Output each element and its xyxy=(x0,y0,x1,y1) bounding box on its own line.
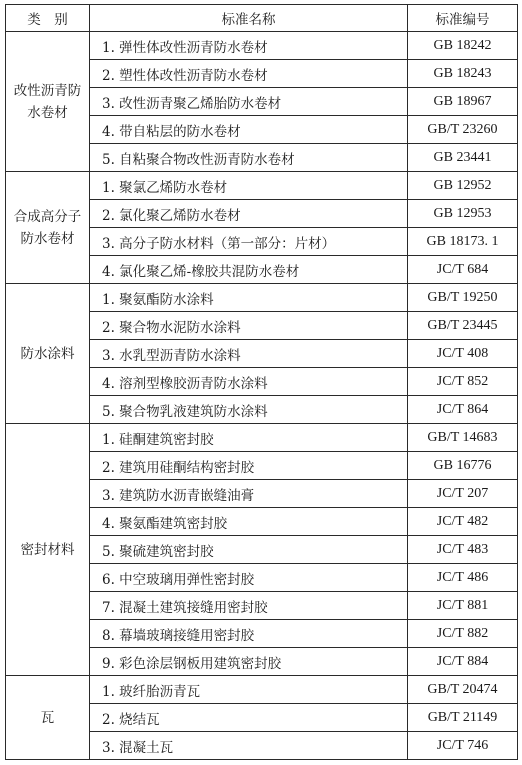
standard-code-cell: GB 23441 xyxy=(408,144,518,172)
standard-code-cell: JC/T 884 xyxy=(408,648,518,676)
standard-name-cell: 5. 聚合物乳液建筑防水涂料 xyxy=(90,396,408,424)
standard-code-cell: JC/T 684 xyxy=(408,256,518,284)
standard-name-cell: 5. 自粘聚合物改性沥青防水卷材 xyxy=(90,144,408,172)
table-row xyxy=(6,172,518,200)
standard-name-cell: 2. 烧结瓦 xyxy=(90,704,408,732)
table-row xyxy=(6,424,518,452)
table-row xyxy=(6,676,518,704)
table-body xyxy=(6,32,518,760)
standard-name-cell: 4. 聚氨酯建筑密封胶 xyxy=(90,508,408,536)
category-cell: 合成高分子防水卷材 xyxy=(6,172,90,284)
standard-name-cell: 2. 建筑用硅酮结构密封胶 xyxy=(90,452,408,480)
standard-name-cell: 1. 弹性体改性沥青防水卷材 xyxy=(90,32,408,60)
standard-name-cell: 4. 溶剂型橡胶沥青防水涂料 xyxy=(90,368,408,396)
standard-name-cell: 4. 氯化聚乙烯-橡胶共混防水卷材 xyxy=(90,256,408,284)
standard-name-cell: 6. 中空玻璃用弹性密封胶 xyxy=(90,564,408,592)
standard-code-cell: JC/T 207 xyxy=(408,480,518,508)
standard-name-cell: 9. 彩色涂层钢板用建筑密封胶 xyxy=(90,648,408,676)
standard-name-cell: 3. 高分子防水材料（第一部分：片材） xyxy=(90,228,408,256)
standard-code-cell: GB 18242 xyxy=(408,32,518,60)
standard-name-cell: 3. 建筑防水沥青嵌缝油膏 xyxy=(90,480,408,508)
standard-code-cell: JC/T 881 xyxy=(408,592,518,620)
standard-code-cell: JC/T 482 xyxy=(408,508,518,536)
standard-name-cell: 5. 聚硫建筑密封胶 xyxy=(90,536,408,564)
standard-code-cell: GB/T 19250 xyxy=(408,284,518,312)
header-name: 标准名称 xyxy=(90,5,408,32)
standards-table xyxy=(5,4,518,760)
standard-code-cell: GB 12952 xyxy=(408,172,518,200)
standard-code-cell: GB 12953 xyxy=(408,200,518,228)
header-code: 标准编号 xyxy=(408,5,518,32)
standard-code-cell: JC/T 852 xyxy=(408,368,518,396)
standard-code-cell: GB 18173. 1 xyxy=(408,228,518,256)
standard-name-cell: 1. 硅酮建筑密封胶 xyxy=(90,424,408,452)
header-category: 类 别 xyxy=(6,5,90,32)
standard-code-cell: GB/T 23445 xyxy=(408,312,518,340)
standard-code-cell: GB 18243 xyxy=(408,60,518,88)
standard-name-cell: 1. 聚氯乙烯防水卷材 xyxy=(90,172,408,200)
standard-code-cell: GB/T 20474 xyxy=(408,676,518,704)
standard-name-cell: 3. 改性沥青聚乙烯胎防水卷材 xyxy=(90,88,408,116)
standard-code-cell: JC/T 483 xyxy=(408,536,518,564)
category-cell: 瓦 xyxy=(6,676,90,760)
header-row xyxy=(6,5,518,32)
standard-code-cell: GB/T 21149 xyxy=(408,704,518,732)
table-row xyxy=(6,284,518,312)
standard-name-cell: 1. 聚氨酯防水涂料 xyxy=(90,284,408,312)
standard-name-cell: 4. 带自粘层的防水卷材 xyxy=(90,116,408,144)
standard-code-cell: JC/T 746 xyxy=(408,732,518,760)
standard-name-cell: 2. 聚合物水泥防水涂料 xyxy=(90,312,408,340)
standard-name-cell: 7. 混凝土建筑接缝用密封胶 xyxy=(90,592,408,620)
category-cell: 密封材料 xyxy=(6,424,90,676)
standard-name-cell: 8. 幕墙玻璃接缝用密封胶 xyxy=(90,620,408,648)
standard-code-cell: GB 16776 xyxy=(408,452,518,480)
standard-code-cell: JC/T 882 xyxy=(408,620,518,648)
standard-name-cell: 3. 混凝土瓦 xyxy=(90,732,408,760)
standard-code-cell: GB/T 14683 xyxy=(408,424,518,452)
standard-name-cell: 2. 塑性体改性沥青防水卷材 xyxy=(90,60,408,88)
standard-code-cell: JC/T 486 xyxy=(408,564,518,592)
standard-code-cell: GB/T 23260 xyxy=(408,116,518,144)
standard-name-cell: 1. 玻纤胎沥青瓦 xyxy=(90,676,408,704)
category-cell: 防水涂料 xyxy=(6,284,90,424)
table-row xyxy=(6,32,518,60)
standard-name-cell: 2. 氯化聚乙烯防水卷材 xyxy=(90,200,408,228)
standard-code-cell: GB 18967 xyxy=(408,88,518,116)
category-cell: 改性沥青防水卷材 xyxy=(6,32,90,172)
standard-code-cell: JC/T 408 xyxy=(408,340,518,368)
standard-name-cell: 3. 水乳型沥青防水涂料 xyxy=(90,340,408,368)
standard-code-cell: JC/T 864 xyxy=(408,396,518,424)
